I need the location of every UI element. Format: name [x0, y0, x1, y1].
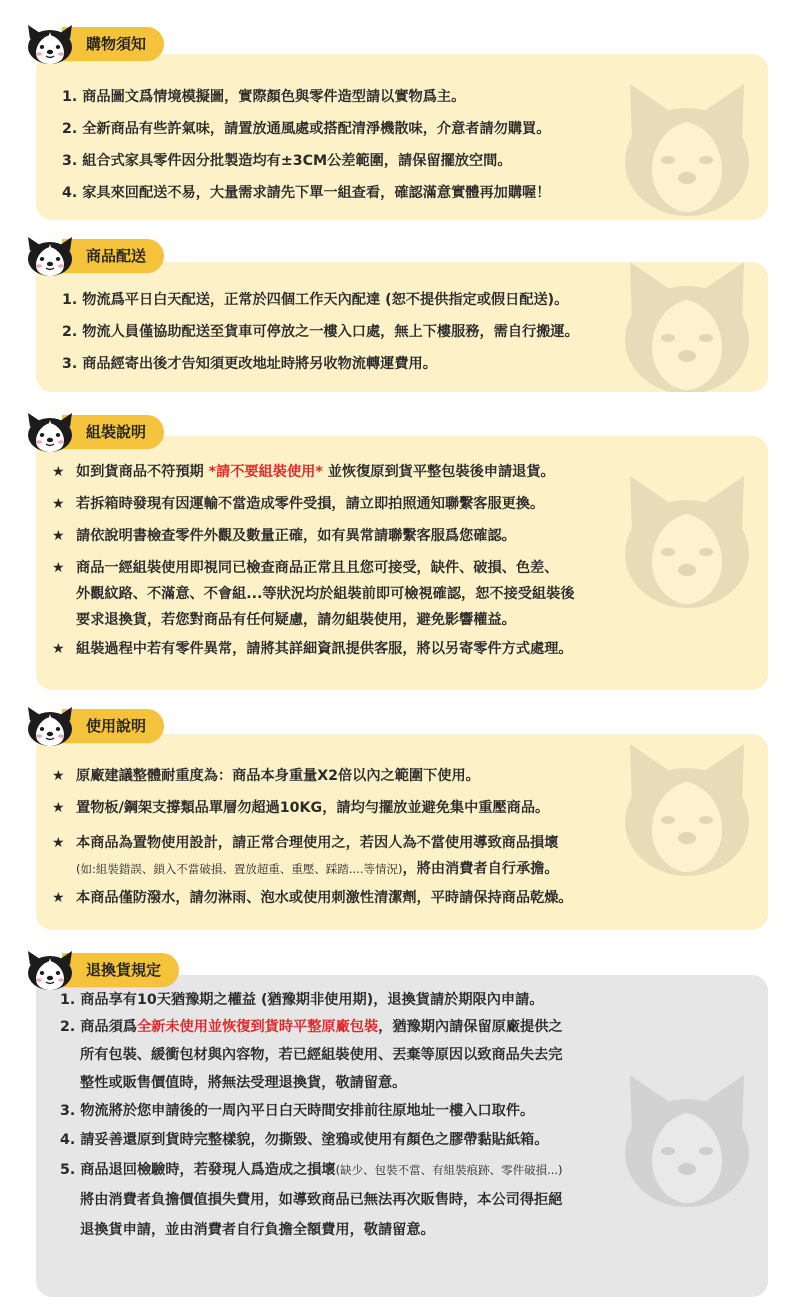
section-title: 使用說明: [62, 709, 164, 743]
section-title: 購物須知: [62, 27, 164, 61]
list-item: ★ 如到貨商品不符預期 *請不要組裝使用* 並恢復原到貨平整包裝後申請退貨。: [52, 464, 555, 480]
list-item: 1. 商品享有10天猶豫期之權益 (猶豫期非使用期)，退換貨請於期限內申請。: [60, 992, 544, 1008]
dog-face-icon: [24, 23, 76, 65]
dog-face-icon: [24, 705, 76, 747]
list-item: ★ 本商品僅防潑水，請勿淋雨、泡水或使用刺激性清潔劑，平時請保持商品乾燥。: [52, 890, 573, 906]
section-tag: [24, 412, 164, 452]
list-item: 1. 物流爲平日白天配送，正常於四個工作天內配達 (恕不提供指定或假日配送)。: [62, 292, 569, 308]
section-assembly: [0, 410, 800, 692]
star-icon: ★: [52, 800, 65, 816]
list-item: 1. 商品圖文爲情境模擬圖，實際顏色與零件造型請以實物爲主。: [62, 89, 466, 105]
list-item: 4. 家具來回配送不易，大量需求請先下單一組查看，確認滿意實體再加購喔！: [62, 185, 551, 201]
section-usage: [0, 700, 800, 935]
dog-face-icon: [24, 235, 76, 277]
warning-text: 全新未使用並恢復到貨時平整原廠包裝: [136, 1019, 379, 1035]
star-icon: ★: [52, 768, 65, 784]
section-title: 組裝說明: [62, 415, 164, 449]
section-tag: [24, 706, 164, 746]
list-item: ★ 商品一經組裝使用即視同已檢查商品正常且且您可接受，缺件、破損、色差、 外觀紋路、不滿意、不會組...等狀況均於組裝前即可檢視確認，恕不接受組裝後 要求退換貨，若您對商品有任何疑慮，請勿組裝使用，避免影響權益。: [56, 555, 764, 639]
assembly-list: [52, 462, 764, 671]
list-item: 4. 請妥善還原到貨時完整樣貌，勿撕毀、塗鴉或使用有顏色之膠帶黏貼紙箱。: [60, 1132, 549, 1148]
list-item: 3. 商品經寄出後才告知須更改地址時將另收物流轉運費用。: [62, 356, 437, 372]
warning-text: *請不要組裝使用*: [208, 464, 323, 480]
section-tag: [24, 236, 164, 276]
list-item: 2. 全新商品有些許氣味，請置放通風處或搭配清淨機散味，介意者請勿購買。: [62, 121, 551, 137]
list-item: 2. 商品須爲全新未使用並恢復到貨時平整原廠包裝，猶豫期內請保留原廠提供之 所有包裝、緩衝包材與內容物，若已經組裝使用、丟棄等原因以致商品失去完 整性或販售價值時，將無法受理退換貨，敬請留意。: [60, 1019, 563, 1091]
list-item: ★ 請依說明書檢查零件外觀及數量正確，如有異常請聯繫客服爲您確認。: [52, 528, 516, 544]
list-item: 3. 組合式家具零件因分批製造均有±3CM公差範圍，請保留擺放空間。: [62, 153, 512, 169]
list-item: ★ 置物板/鋼架支撐類品單層勿超過10KG，請均勻擺放並避免集中重壓商品。: [52, 800, 550, 816]
list-item: 3. 物流將於您申請後的一周內平日白天時間安排前往原地址一樓入口取件。: [60, 1103, 535, 1119]
star-icon: ★: [52, 890, 65, 906]
usage-list: [52, 766, 764, 920]
star-icon: ★: [52, 560, 65, 576]
list-item: 2. 物流人員僅協助配送至貨車可停放之一樓入口處，無上下樓服務，需自行搬運。: [62, 324, 579, 340]
section-tag: [24, 24, 164, 64]
section-delivery: [0, 230, 800, 400]
list-item: ★ 組裝過程中若有零件異常，請將其詳細資訊提供客服，將以另寄零件方式處理。: [52, 641, 573, 657]
delivery-list: [62, 290, 764, 386]
section-tag: [24, 950, 179, 990]
star-icon: ★: [52, 496, 65, 512]
section-title: 退換貨規定: [62, 953, 179, 987]
section-shopping-notice: [0, 0, 800, 225]
dog-face-icon: [24, 411, 76, 453]
section-returns: [0, 945, 800, 1315]
star-icon: ★: [52, 835, 65, 851]
section-title: 商品配送: [62, 239, 164, 273]
list-item: ★ 若拆箱時發現有因運輸不當造成零件受損，請立即拍照通知聯繫客服更換。: [52, 496, 545, 512]
dog-face-icon: [24, 949, 76, 991]
list-item: 5. 商品退回檢驗時，若發現人爲造成之損壞(缺少、包裝不當、有組裝痕跡、零件破損...) 將由消費者負擔價值損失費用，如導致商品已無法再次販售時，本公司得拒絕 退換貨申請，並由消費者自行負擔全額費用，敬請留意。: [60, 1162, 563, 1238]
shopping-notice-list: [62, 87, 764, 215]
list-item: ★ 原廠建議整體耐重度為：商品本身重量X2倍以內之範圍下使用。: [52, 768, 480, 784]
star-icon: ★: [52, 528, 65, 544]
returns-list: [60, 987, 764, 1245]
star-icon: ★: [52, 464, 65, 480]
star-icon: ★: [52, 641, 65, 657]
list-item: ★ 本商品為置物使用設計，請正常合理使用之，若因人為不當使用導致商品損壞 (如:組裝錯誤、鎖入不當破損、置放超重、重壓、踩踏....等情況)，將由消費者自行承擔。: [56, 830, 764, 888]
